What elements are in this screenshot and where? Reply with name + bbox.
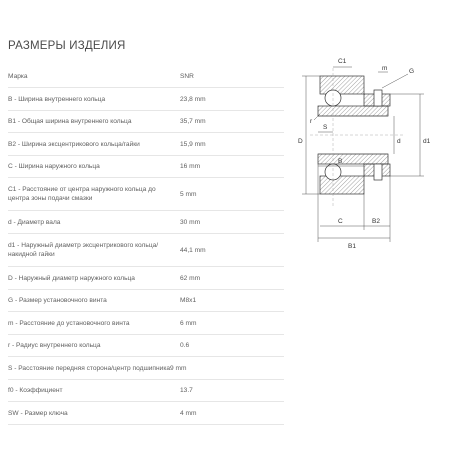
label-r: r: [310, 118, 313, 125]
bearing-diagram: [290, 50, 445, 255]
spec-value: 44,1 mm: [180, 246, 206, 254]
spec-value: 13.7: [180, 387, 193, 394]
label-m: m: [382, 65, 388, 72]
spec-value: 23,8 mm: [180, 95, 206, 103]
label-b2: B2: [372, 218, 380, 225]
spec-value: M8x1: [180, 297, 197, 304]
spec-label: B - Ширина внутреннего кольца: [8, 95, 106, 103]
spec-value: 5 mm: [180, 190, 197, 198]
spec-label: d - Диаметр вала: [8, 218, 61, 226]
spec-row: [8, 402, 284, 425]
label-s: S: [323, 124, 328, 131]
spec-label: C - Ширина наружного кольца: [8, 163, 100, 170]
spec-label: D - Наружный диаметр наружного кольца: [8, 274, 135, 282]
spec-row: [8, 88, 284, 111]
page-title: РАЗМЕРЫ ИЗДЕЛИЯ: [8, 40, 126, 52]
spec-row: [8, 66, 284, 88]
label-b1: B1: [348, 243, 356, 250]
spec-row: [8, 290, 284, 312]
label-d-bore: d: [397, 138, 401, 145]
label-d1: d1: [423, 138, 431, 145]
spec-row: [8, 335, 284, 357]
spec-value: 6 mm: [180, 319, 197, 327]
spec-value: 35,7 mm: [180, 118, 206, 125]
spec-value: 62 mm: [180, 274, 201, 282]
spec-row: [8, 156, 284, 178]
spec-value: SNR: [180, 73, 194, 80]
spec-label: S - Расстояние передняя сторона/центр подшипника: [8, 364, 171, 372]
spec-label: B1 - Общая ширина внутреннего кольца: [8, 118, 132, 125]
label-g: G: [409, 68, 415, 75]
label-c1: C1: [338, 58, 347, 65]
spec-value: 0.6: [180, 342, 190, 349]
spec-row: [8, 380, 284, 402]
spec-row: [8, 178, 284, 211]
spec-value: 4 mm: [180, 409, 197, 417]
spec-label: B2 - Ширина эксцентрикового кольца/гайки: [8, 140, 140, 148]
spec-label: Марка: [8, 73, 28, 80]
label-b: B: [338, 158, 343, 165]
spec-label: C1 - Расстояние от центра наружного кольца до центра зоны подачи смазки: [8, 186, 156, 202]
spec-value: 30 mm: [180, 218, 201, 226]
spec-value: 15,9 mm: [180, 140, 206, 148]
spec-row: [8, 133, 284, 156]
spec-label: G - Размер установочного винта: [8, 297, 107, 304]
spec-row: [8, 111, 284, 133]
spec-row: [8, 357, 284, 380]
bearing-section: [318, 76, 390, 194]
spec-label: f0 - Коэффициент: [8, 387, 63, 394]
spec-label: r - Радиус внутреннего кольца: [8, 342, 101, 349]
spec-row: [8, 211, 284, 234]
spec-row: [8, 312, 284, 335]
label-c: C: [338, 218, 343, 225]
spec-label: d1 - Наружный диаметр эксцентрикового кольца/накидной гайки: [8, 242, 159, 258]
spec-value: 16 mm: [180, 163, 201, 170]
spec-label: m - Расстояние до установочного винта: [8, 319, 130, 327]
spec-label: SW - Размер ключа: [8, 409, 68, 417]
spec-row: [8, 234, 284, 267]
spec-row: [8, 267, 284, 290]
label-d-outer: D: [298, 138, 303, 145]
spec-value: 9 mm: [170, 364, 187, 372]
spec-table: [8, 66, 284, 425]
